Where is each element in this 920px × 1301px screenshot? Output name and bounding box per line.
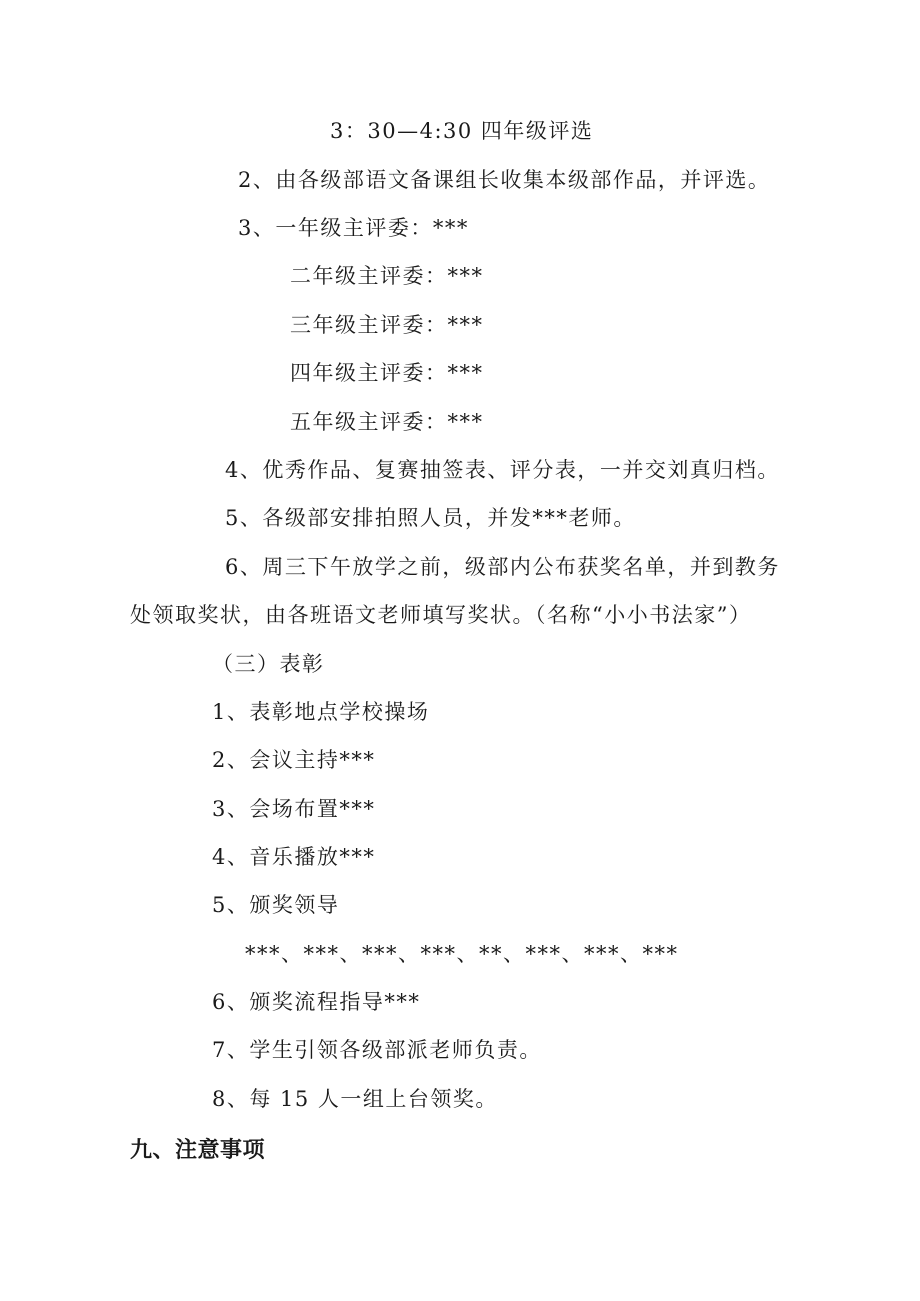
commendation-item-3: 3、会场布置*** (212, 797, 376, 821)
section-heading-commendation: （三）表彰 (212, 652, 325, 676)
commendation-item-5: 5、颁奖领导 (212, 893, 340, 917)
grade3-judge: 三年级主评委：*** (290, 313, 484, 337)
item-2-collect: 2、由各级部语文备课组长收集本级部作品，并评选。 (238, 168, 771, 192)
schedule-line: 3：30—4:30 四年级评选 (330, 119, 594, 143)
item-4-archive: 4、优秀作品、复赛抽签表、评分表，一并交刘真归档。 (225, 458, 780, 482)
item-3-grade1-judge: 3、一年级主评委：*** (238, 216, 469, 240)
commendation-item-6: 6、颁奖流程指导*** (212, 990, 421, 1014)
grade4-judge: 四年级主评委：*** (290, 361, 484, 385)
item-5-photographer: 5、各级部安排拍照人员，并发***老师。 (225, 506, 636, 530)
section-heading-notes: 九、注意事项 (130, 1138, 266, 1163)
commendation-item-8: 8、每 15 人一组上台领奖。 (212, 1087, 498, 1111)
item-6-continued: 处领取奖状，由各班语文老师填写奖状。（名称“小小书法家”） (130, 603, 752, 627)
award-leaders-list: ***、***、***、***、**、***、***、*** (245, 942, 679, 966)
grade2-judge: 二年级主评委：*** (290, 264, 484, 288)
commendation-item-4: 4、音乐播放*** (212, 845, 376, 869)
commendation-item-1: 1、表彰地点学校操场 (212, 700, 430, 724)
commendation-item-7: 7、学生引领各级部派老师负责。 (212, 1038, 542, 1062)
grade5-judge: 五年级主评委：*** (290, 410, 484, 434)
item-6-announce: 6、周三下午放学之前，级部内公布获奖名单，并到教务 (225, 555, 780, 579)
commendation-item-2: 2、会议主持*** (212, 748, 376, 772)
